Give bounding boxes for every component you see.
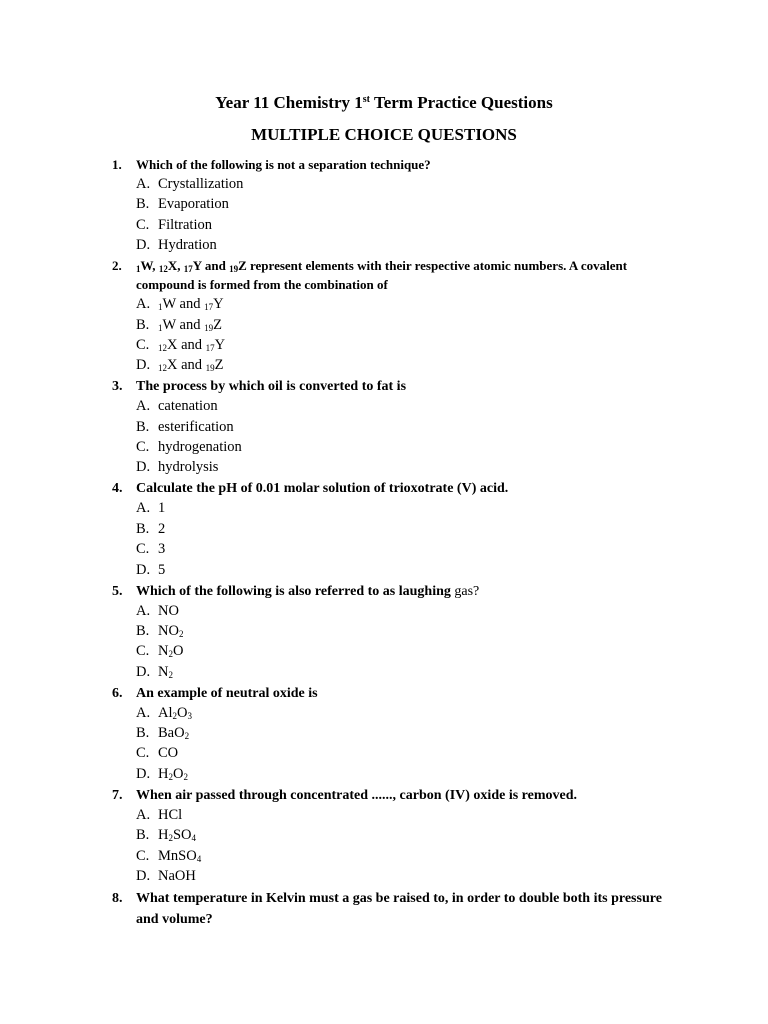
option-letter: B. [136, 520, 150, 537]
option-7a [112, 805, 672, 825]
option-5a [112, 601, 672, 621]
option-7d [112, 866, 672, 886]
option-text: NO [158, 602, 179, 619]
question-8 [112, 888, 672, 930]
option-text: Evaporation [158, 196, 229, 213]
question-text: The process by which oil is converted to fat is [136, 379, 407, 395]
option-4b [112, 519, 672, 539]
option-text: HCl [158, 806, 183, 823]
option-2c: C. $_{12}$X and $_{17}$Y [112, 335, 672, 355]
option-text: NaOH [158, 867, 196, 884]
option-4a [112, 498, 672, 518]
option-2d: D. $_{12}$X and $_{19}$Z [112, 355, 672, 375]
question-4 [112, 479, 672, 498]
question-text: Calculate the pH of 0.01 molar solution of trioxotrate (V) acid. [136, 481, 509, 497]
section-heading: MULTIPLE CHOICE QUESTIONS [251, 125, 517, 144]
question-number: 2. [112, 258, 122, 274]
question-1 [112, 156, 672, 175]
option-text: 5 [158, 561, 166, 578]
option-3c [112, 437, 672, 457]
option-text: 1 [158, 500, 166, 517]
option-7c: C. MnSO$_4$ [112, 846, 672, 866]
question-3 [112, 377, 672, 396]
option-1d [112, 235, 672, 255]
option-text: CO [158, 745, 179, 762]
question-text: Which of the following is also referred to as laughing [136, 583, 455, 599]
option-letter: C. [136, 847, 150, 864]
question-text-normal: gas? [454, 583, 480, 599]
question-number: 3. [112, 379, 123, 395]
question-text: When air passed through concentrated ......, carbon (IV) oxide is removed. [136, 787, 577, 803]
option-letter: D. [136, 663, 151, 680]
question-text: What temperature in Kelvin must a gas be raised to, in order to double both its pressure and volume? [136, 890, 662, 927]
option-letter: C. [136, 216, 150, 233]
option-letter: D. [136, 357, 151, 374]
option-text: 2 [158, 520, 166, 537]
option-4d [112, 560, 672, 580]
option-letter: B. [136, 316, 150, 333]
option-text: hydrogenation [158, 439, 242, 456]
question-number: 6. [112, 685, 123, 701]
option-text: catenation [158, 398, 218, 415]
option-6d: D. $H_2O_2$ [112, 764, 672, 784]
option-letter: D. [136, 561, 151, 578]
option-letter: A. [136, 500, 151, 517]
option-letter: A. [136, 806, 151, 823]
option-5c: C. $N_2O$ [112, 641, 672, 661]
question-list [112, 154, 672, 930]
option-5d: D. $N_2$ [112, 662, 672, 682]
title-text: Year 11 Chemistry 1 [215, 93, 363, 112]
option-1a [112, 174, 672, 194]
option-letter: A. [136, 704, 151, 721]
option-letter: C. [136, 745, 150, 762]
option-text: Hydration [158, 237, 217, 254]
option-7b: B. $H_2SO_4$ [112, 825, 672, 845]
question-number: 8. [112, 890, 123, 906]
option-5b: B. $NO_2$ [112, 621, 672, 641]
question-text: An example of neutral oxide is [136, 685, 318, 701]
option-letter: D. [136, 765, 151, 782]
document-title [0, 93, 768, 113]
question-5 [112, 582, 672, 601]
option-letter: D. [136, 867, 151, 884]
option-2a: A. $_1$W and $_{17}$Y [112, 294, 672, 314]
option-6c [112, 743, 672, 763]
question-text: Which of the following is not a separation technique? [136, 156, 431, 172]
option-letter: C. [136, 439, 150, 456]
option-2b: B. $_1$W and $_{19}$Z [112, 315, 672, 335]
option-letter: D. [136, 459, 151, 476]
question-6 [112, 684, 672, 703]
option-letter: A. [136, 176, 151, 192]
option-letter: B. [136, 827, 150, 844]
option-letter: B. [136, 725, 150, 742]
option-letter: C. [136, 541, 150, 558]
option-text: 3 [158, 541, 166, 558]
option-letter: B. [136, 418, 150, 435]
option-3b [112, 417, 672, 437]
option-letter: B. [136, 622, 150, 639]
option-letter: C. [136, 643, 150, 660]
question-number: 1. [112, 156, 122, 172]
option-letter: A. [136, 296, 151, 313]
option-letter: B. [136, 196, 150, 213]
question-7 [112, 786, 672, 805]
option-text: hydrolysis [158, 459, 219, 476]
option-text: esterification [158, 418, 234, 435]
option-3a [112, 396, 672, 416]
title-text-rest: Term Practice Questions [370, 93, 553, 112]
option-letter: A. [136, 398, 151, 415]
question-2 [112, 257, 672, 294]
option-4c [112, 539, 672, 559]
option-text: Filtration [158, 216, 212, 233]
question-number: 5. [112, 583, 123, 599]
option-1c [112, 215, 672, 235]
question-number: 4. [112, 481, 123, 497]
title-superscript: st [362, 94, 370, 105]
option-letter: C. [136, 336, 150, 353]
option-6b: B. BaO$_2$ [112, 723, 672, 743]
question-number: 7. [112, 787, 123, 803]
option-1b [112, 194, 672, 214]
option-text: Crystallization [158, 176, 244, 192]
option-letter: A. [136, 602, 151, 619]
question-text: $_1$W, $_{12}$X, $_{17}$Y and $_{19}$Z represent elements with their respective atomic numbers. A covalent compound is formed from the combination of [136, 258, 628, 292]
option-6a: A. $Al_2O_3$ [112, 703, 672, 723]
option-letter: D. [136, 237, 151, 254]
option-3d [112, 457, 672, 477]
